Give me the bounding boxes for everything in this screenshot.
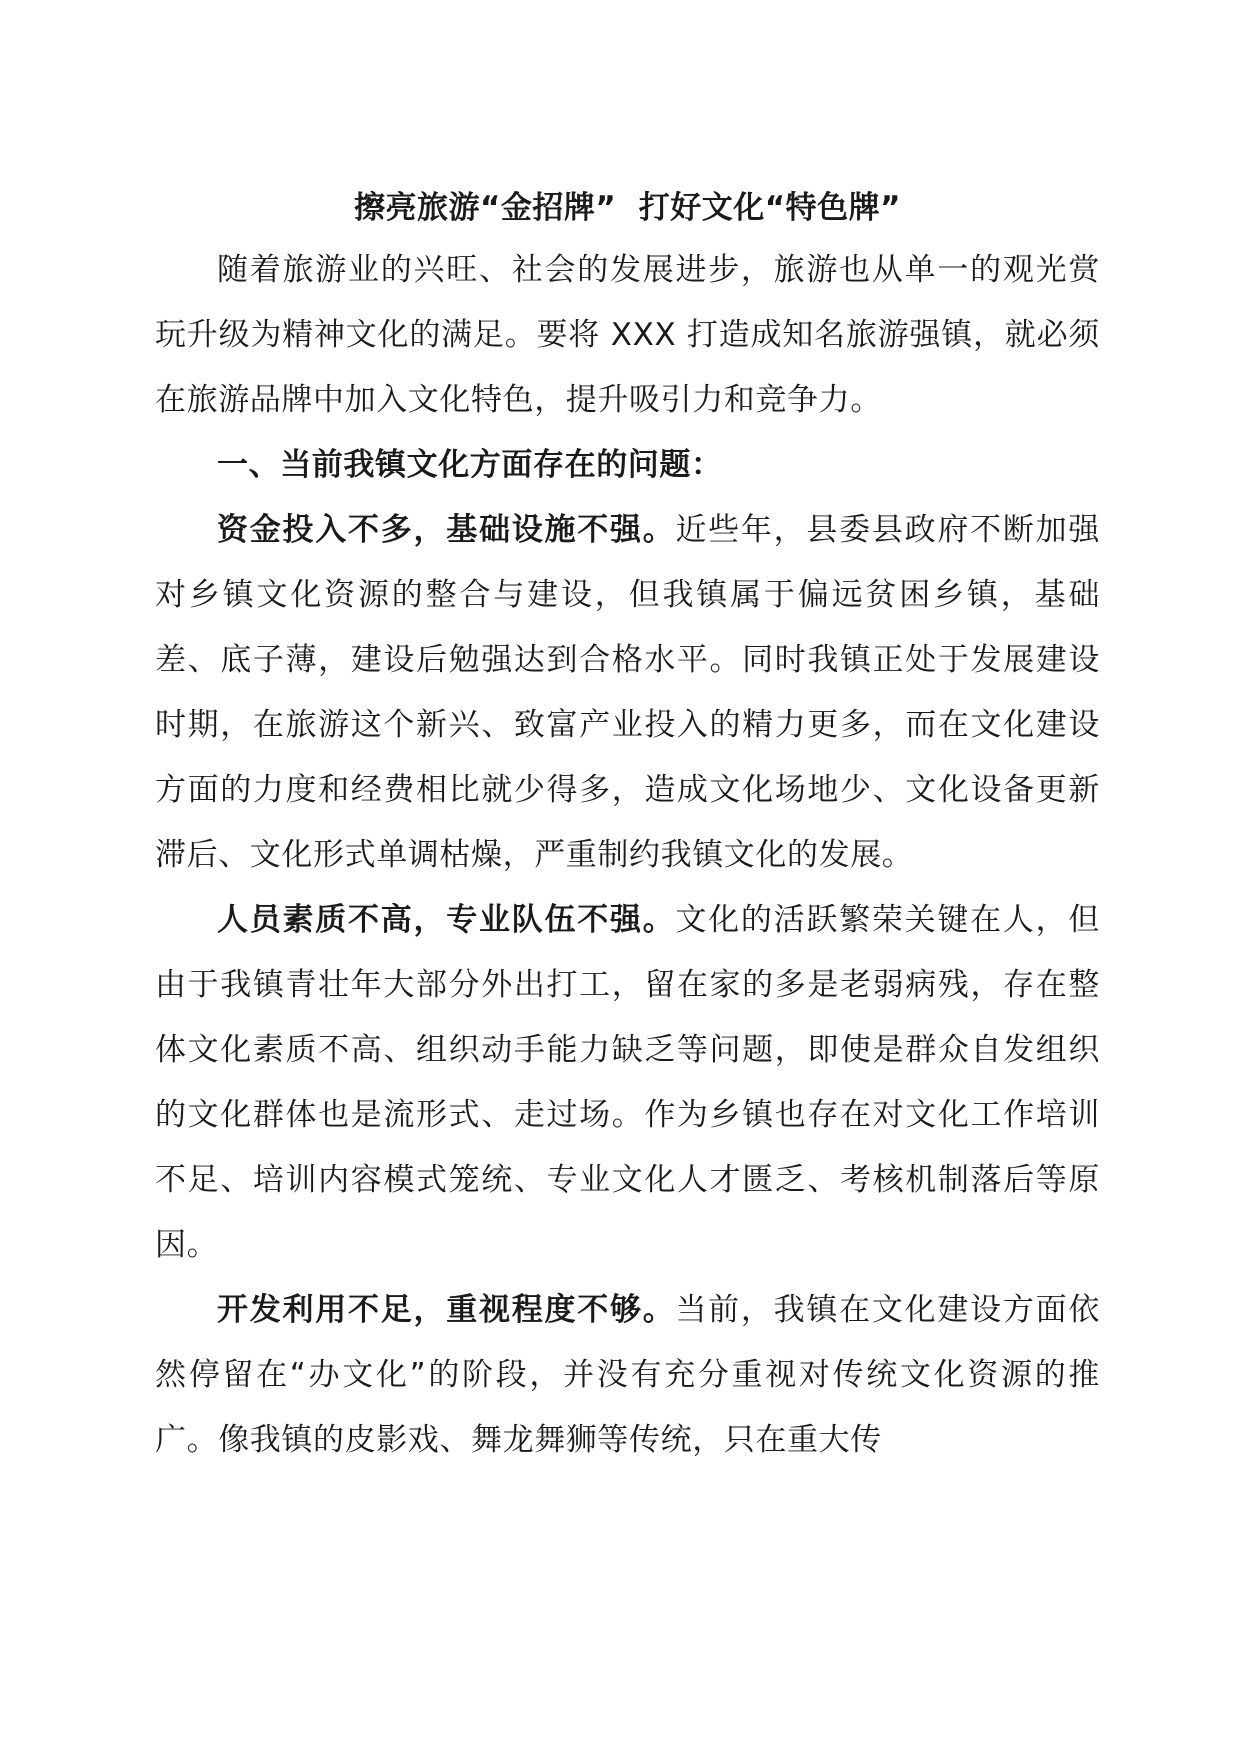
paragraph-text: 文化的活跃繁荣关键在人，但由于我镇青壮年大部分外出打工，留在家的多是老弱病残，存在整体文化素质不高、组织动手能力缺乏等问题，即使是群众自发组织的文化群体也是流形式、走过场。作为乡镇也存在对文化工作培训不足、培训内容模式笼统、专业文化人才匮乏、考核机制落后等原因。 xyxy=(155,902,1100,1263)
paragraph-lead: 资金投入不多，基础设施不强。 xyxy=(217,512,676,548)
paragraph-development xyxy=(155,1278,1100,1473)
section-heading: 一、当前我镇文化方面存在的问题： xyxy=(217,447,723,483)
paragraph-text: 随着旅游业的兴旺、社会的发展进步，旅游也从单一的观光赏玩升级为精神文化的满足。要将 XXX 打造成知名旅游强镇，就必须在旅游品牌中加入文化特色，提升吸引力和竞争力。 xyxy=(155,252,1100,418)
intro-paragraph xyxy=(155,238,1100,433)
paragraph-personnel xyxy=(155,888,1100,1278)
paragraph-lead: 开发利用不足，重视程度不够。 xyxy=(217,1292,676,1328)
paragraph-text: 当前，我镇在文化建设方面依然停留在“办文化”的阶段，并没有充分重视对传统文化资源的推广。像我镇的皮影戏、舞龙舞狮等传统，只在重大传 xyxy=(155,1292,1100,1458)
paragraph-text: 近些年，县委县政府不断加强对乡镇文化资源的整合与建设，但我镇属于偏远贫困乡镇，基础差、底子薄，建设后勉强达到合格水平。同时我镇正处于发展建设时期，在旅游这个新兴、致富产业投入的精力更多，而在文化建设方面的力度和经费相比就少得多，造成文化场地少、文化设备更新滞后、文化形式单调枯燥，严重制约我镇文化的发展。 xyxy=(155,512,1100,873)
paragraph-funding xyxy=(155,498,1100,888)
document-page xyxy=(155,178,1100,1473)
paragraph-lead: 人员素质不高，专业队伍不强。 xyxy=(217,902,676,938)
document-title: 擦亮旅游“金招牌” 打好文化“特色牌” xyxy=(353,190,902,226)
